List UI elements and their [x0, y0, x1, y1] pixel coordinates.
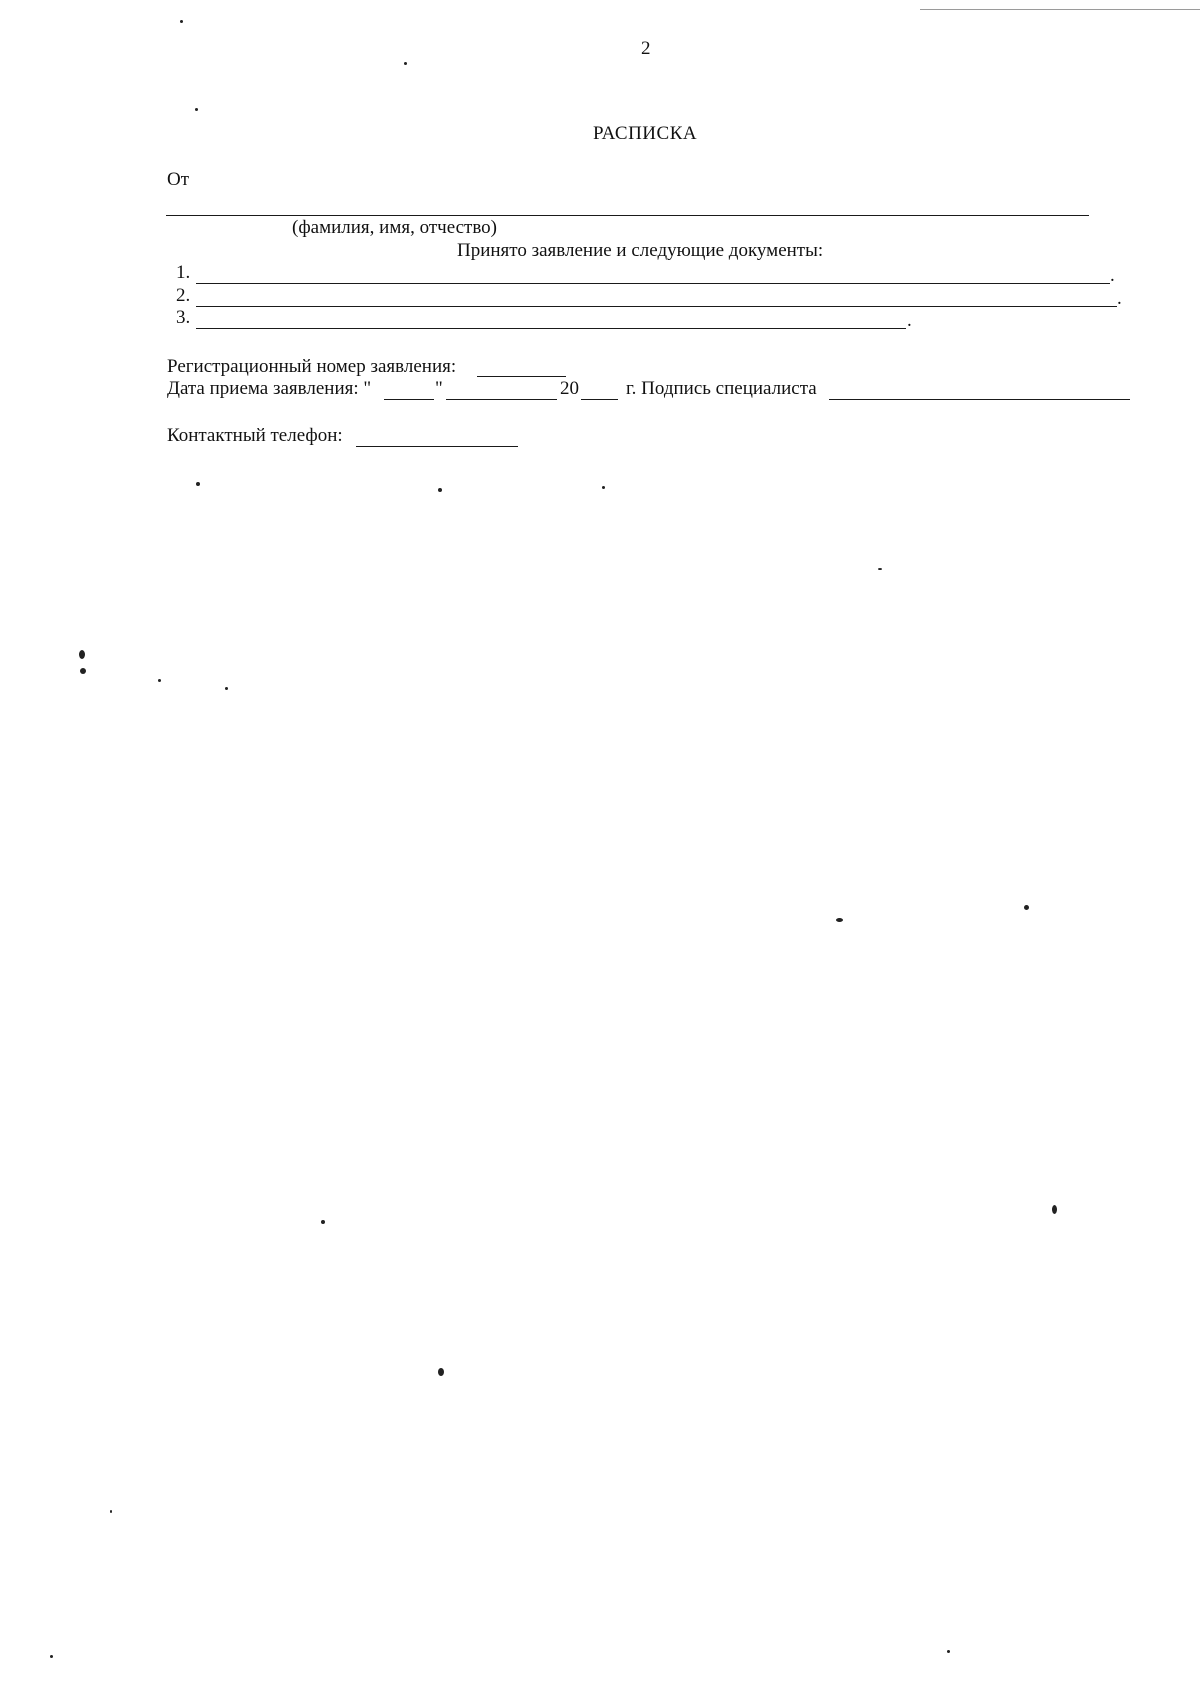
signature-label: г. Подпись специалиста: [626, 378, 817, 399]
scan-speck: [321, 1220, 325, 1224]
document-item-1-end: .: [1110, 265, 1115, 286]
scan-edge-line: [920, 9, 1200, 10]
scan-speck: [158, 679, 161, 682]
date-year-prefix: 20: [560, 378, 579, 399]
scan-speck: [195, 108, 198, 111]
document-item-1-line[interactable]: [196, 283, 1110, 284]
page-number: 2: [641, 38, 651, 59]
scan-speck: [1024, 905, 1029, 910]
registration-number-line[interactable]: [477, 376, 566, 377]
scan-speck: [50, 1655, 53, 1658]
scan-speck: [180, 20, 183, 23]
registration-number-label: Регистрационный номер заявления:: [167, 356, 457, 377]
scan-speck: [110, 1510, 112, 1513]
scan-speck: [80, 668, 86, 674]
name-field-line[interactable]: [166, 215, 1089, 216]
date-label: Дата приема заявления: ": [167, 378, 372, 399]
scan-speck: [438, 1368, 444, 1376]
scan-speck: [438, 488, 442, 492]
scan-speck: [836, 918, 843, 922]
scan-speck: [79, 650, 85, 659]
scan-speck: [404, 62, 407, 65]
document-item-2-end: .: [1117, 288, 1122, 309]
document-item-2-number: 2.: [176, 285, 191, 306]
scan-speck: [602, 486, 605, 489]
document-item-3-number: 3.: [176, 307, 191, 328]
scan-speck: [878, 568, 882, 570]
contact-phone-label: Контактный телефон:: [167, 425, 343, 446]
document-title: РАСПИСКА: [593, 123, 698, 144]
name-field-hint: (фамилия, имя, отчество): [292, 217, 498, 238]
scan-speck: [196, 482, 200, 486]
accepted-documents-heading: Принято заявление и следующие документы:: [457, 240, 824, 261]
date-quote-close: ": [435, 378, 443, 399]
scan-speck: [225, 687, 228, 690]
document-item-3-line[interactable]: [196, 328, 906, 329]
date-day-line[interactable]: [384, 399, 434, 400]
from-label: От: [167, 169, 190, 190]
document-item-1-number: 1.: [176, 262, 191, 283]
scan-speck: [1052, 1205, 1057, 1214]
date-month-line[interactable]: [446, 399, 557, 400]
date-year-line[interactable]: [581, 399, 618, 400]
signature-line[interactable]: [829, 399, 1130, 400]
document-item-2-line[interactable]: [196, 306, 1117, 307]
scan-speck: [947, 1650, 950, 1653]
document-item-3-end: .: [907, 310, 912, 331]
contact-phone-line[interactable]: [356, 446, 518, 447]
